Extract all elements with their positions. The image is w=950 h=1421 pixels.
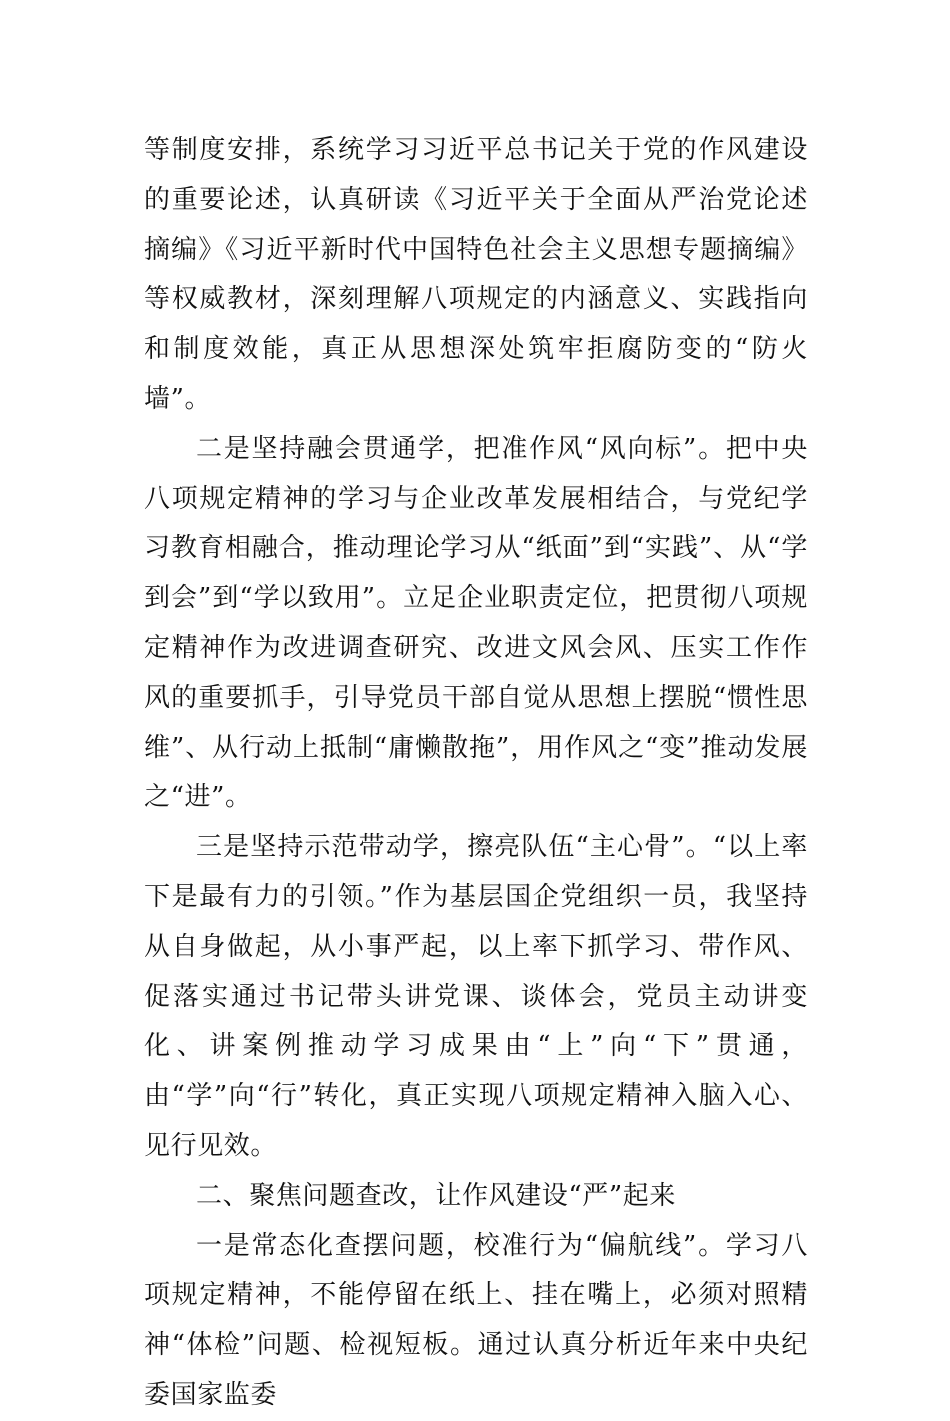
section-heading: 二、聚焦问题查改，让作风建设“严”起来 — [196, 1180, 676, 1211]
document-body — [144, 126, 808, 1421]
paragraph-3: 三是坚持示范带动学，擦亮队伍“主心骨”。“以上率下是最有力的引领。”作为基层国企党组织一员，我坚持从自身做起，从小事严起，以上率下抓学习、带作风、促落实通过书记带头讲党课、谈体会，党员主动讲变化、讲案例推动学习成果由“上”向“下”贯通，由“学”向“行”转化，真正实现八项规定精神入脑入心、见行见效。 — [144, 832, 808, 1161]
paragraph-4: 一是常态化查摆问题，校准行为“偏航线”。学习八项规定精神，不能停留在纸上、挂在嘴上，必须对照精神“体检”问题、检视短板。通过认真分析近年来中央纪委国家监委 — [144, 1230, 808, 1410]
paragraph-2: 二是坚持融会贯通学，把准作风“风向标”。把中央八项规定精神的学习与企业改革发展相结合，与党纪学习教育相融合，推动理论学习从“纸面”到“实践”、从“学到会”到“学以致用”。立足企业职责定位，把贯彻八项规定精神作为改进调查研究、改进文风会风、压实工作作风的重要抓手，引导党员干部自觉从思想上摆脱“惯性思维”、从行动上抵制“庸懒散拖”，用作风之“变”推动发展之“进”。 — [144, 433, 808, 813]
paragraph-1: 等制度安排，系统学习习近平总书记关于党的作风建设的重要论述，认真研读《习近平关于全面从严治党论述摘编》《习近平新时代中国特色社会主义思想专题摘编》等权威教材，深刻理解八项规定的内涵意义、实践指向和制度效能，真正从思想深处筑牢拒腐防变的“防火墙”。 — [144, 135, 808, 414]
